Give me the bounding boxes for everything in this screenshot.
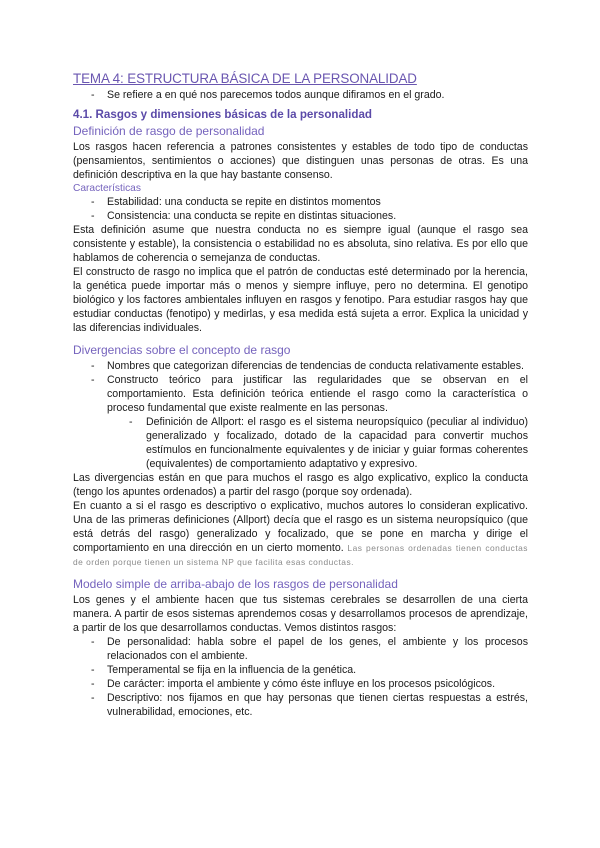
top-down-model-paragraph: Los genes y el ambiente hacen que tus sistemas cerebrales se desarrollen de una cierta manera. A partir de esos sistemas aprendemos cosas y desarrollamos procesos de aprendizaje, a partir de los que desarrollamos conductas. Vemos distintos rasgos: bbox=[73, 594, 528, 634]
divergences-list bbox=[73, 359, 528, 471]
divergences-paragraph-2 bbox=[73, 499, 528, 569]
sub-list-item-allport: - Definición de Allport: el rasgo es el sistema neuropsíquico (peculiar al individuo) generalizado y focalizado, dotado de la capacidad para convertir muchos estímulos en funcionalmente equivalentes y de iniciar y guiar formas coherentes (equivalentes) de comportamiento adaptativo y expresivo. bbox=[73, 415, 528, 471]
top-down-model-list bbox=[73, 635, 528, 719]
characteristics-heading: Características bbox=[73, 183, 141, 194]
top-down-model-heading: Modelo simple de arriba-abajo de los rasgos de personalidad bbox=[73, 577, 398, 591]
document-page bbox=[73, 70, 528, 719]
list-item: - Consistencia: una conducta se repite en distintas situaciones. bbox=[73, 209, 528, 223]
divergences-paragraph-1: Las divergencias están en que para muchos el rasgo es algo explicativo, explico la conducta (tengo los apuntes ordenados) a partir del rasgo (porque soy ordenada). bbox=[73, 472, 528, 498]
characteristics-list bbox=[73, 195, 528, 223]
section-heading-4-1: 4.1. Rasgos y dimensiones básicas de la personalidad bbox=[73, 108, 372, 121]
list-item: - Nombres que categorizan diferencias de tendencias de conducta relativamente estables. bbox=[73, 359, 528, 373]
definition-paragraph-3: El constructo de rasgo no implica que el patrón de conductas esté determinado por la herencia, la genética puede importar más o menos y siempre influye, pero no determina. El genotipo biológico y los factores ambientales influyen en rasgos y fenotipo. Para estudiar rasgos hay que estudiar conductas (fenotipo) y medirlas, y esa medida está sujeta a error. Explica la unicidad y las diferencias individuales. bbox=[73, 266, 528, 334]
intro-bullet: - Se refiere a en qué nos parecemos todos aunque difiramos en el grado. bbox=[73, 88, 528, 102]
divergences-paragraph-2-text: En cuanto a si el rasgo es descriptivo o explicativo, muchos autores lo consideran explicativo. Una de las primeras definiciones (Allport) decía que el rasgo es un sistema neuropsíquico (que está detrás del rasgo) generalizado y focalizado, que se pone en marcha y dirige el comportamiento en una dirección en un cierto momento. bbox=[73, 500, 528, 554]
page-title: TEMA 4: ESTRUCTURA BÁSICA DE LA PERSONALIDAD bbox=[73, 71, 417, 86]
list-item: - Estabilidad: una conducta se repite en distintos momentos bbox=[73, 195, 528, 209]
list-item: - De carácter: importa el ambiente y cómo éste influye en los procesos psicológicos. bbox=[73, 677, 528, 691]
definition-heading: Definición de rasgo de personalidad bbox=[73, 124, 265, 138]
definition-paragraph-2: Esta definición asume que nuestra conducta no es siempre igual (aunque el rasgo sea consistente y estable), la consistencia o estabilidad no es absoluta, sino relativa. Es por ello que hablamos de coherencia o semejanza de conductas. bbox=[73, 224, 528, 264]
list-item: - De personalidad: habla sobre el papel de los genes, el ambiente y los procesos relacionados con el ambiente. bbox=[73, 635, 528, 663]
list-item: - Constructo teórico para justificar las regularidades que se observan en el comportamiento. Esta definición teórica entiende el rasgo como la característica o proceso fundamental que existe realmente en las personas. bbox=[73, 373, 528, 415]
divergences-note: Las personas ordenadas tienen conductas de orden porque tienen un sistema NP que facilita esas conductas. bbox=[73, 543, 528, 567]
definition-paragraph: Los rasgos hacen referencia a patrones consistentes y estables de todo tipo de conductas (pensamientos, sentimientos o acciones) que distinguen unas personas de otras. Es una definición descriptiva en la que hay bastante consenso. bbox=[73, 141, 528, 181]
list-item: - Descriptivo: nos fijamos en que hay personas que tienen ciertas respuestas a estrés, vulnerabilidad, emociones, etc. bbox=[73, 691, 528, 719]
divergences-heading: Divergencias sobre el concepto de rasgo bbox=[73, 343, 291, 357]
list-item: - Temperamental se fija en la influencia de la genética. bbox=[73, 663, 528, 677]
intro-list bbox=[73, 88, 528, 102]
